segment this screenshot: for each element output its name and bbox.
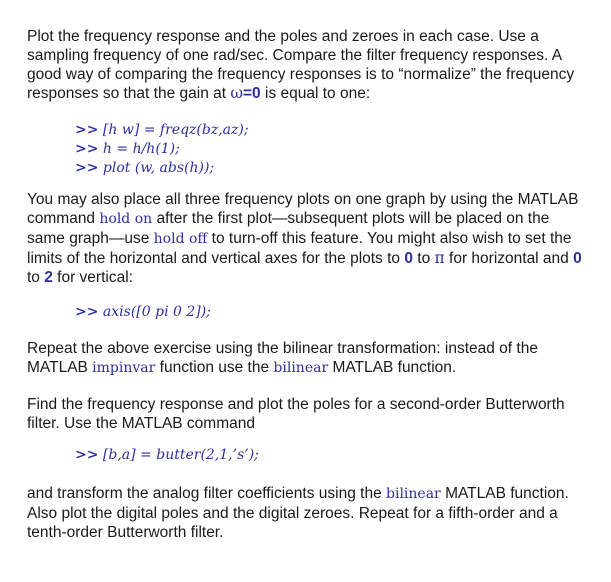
prompt-symbol: >> — [75, 160, 99, 176]
code-line — [75, 121, 249, 140]
intro-tail: is equal to one: — [260, 85, 371, 102]
paragraph-intro — [27, 27, 587, 103]
intro-text: Plot the frequency response and the poles and zeroes in each case. Use a sampling frequency of one rad/sec. Compare the filter frequency responses. A good way of comparing the frequency responses is to “normalize” the frequency responses so that the gain at — [27, 28, 575, 102]
paragraph-bilinear — [27, 339, 587, 378]
hold-on-code: hold on — [99, 211, 153, 227]
bilinear-text-c: MATLAB function. — [328, 359, 457, 376]
bilinear-text-b: function use the — [155, 359, 274, 376]
bilinear-code: bilinear — [273, 360, 329, 376]
transform-text-b: MATLAB function. Also plot the digital poles and the digital zeroes. Repeat for a fifth-order and a tenth-order Butterworth filter. — [27, 485, 569, 541]
code-text: h = h/h(1); — [98, 141, 180, 157]
prompt-symbol: >> — [75, 141, 99, 157]
butterworth-text: Find the frequency response and plot the poles for a second-order Butterworth filter. Use the MATLAB command — [27, 396, 565, 432]
impinvar-code: impinvar — [92, 360, 156, 376]
code-block-freqz — [75, 121, 249, 178]
paragraph-transform — [27, 484, 587, 542]
prompt-symbol: >> — [75, 122, 99, 138]
pi-symbol: π — [434, 249, 445, 267]
code-block-butter — [75, 446, 259, 465]
hold-text-e: for vertical: — [52, 269, 133, 286]
code-line — [75, 140, 249, 159]
prompt-symbol: >> — [75, 447, 99, 463]
prompt-symbol: >> — [75, 304, 99, 320]
code-text: axis([0 pi 0 2]); — [98, 304, 211, 320]
code-block-axis — [75, 303, 211, 322]
hold-text-b: after the first plot—subsequent plots will be placed on the same graph—use — [27, 210, 550, 247]
transform-text-a: and transform the analog filter coefficients using the — [27, 485, 387, 502]
omega-symbol: ω — [230, 84, 243, 102]
hold-off-code: hold off — [153, 231, 208, 247]
to-text-2: to — [27, 269, 45, 286]
omega-value: =0 — [243, 85, 261, 102]
to-text-1: to — [412, 250, 435, 267]
hold-text-a: You may also place all three frequency plots on one graph by using the MATLAB command — [27, 191, 579, 227]
hold-text-c: to turn-off this feature. You might also wish to set the limits of the horizontal and vertical axes for the plots to — [27, 230, 572, 267]
paragraph-butterworth — [27, 395, 587, 433]
code-line — [75, 159, 249, 178]
code-text: [h w] = freqz(bz,az); — [98, 122, 249, 138]
code-text: [b,a] = butter(2,1,’s’); — [98, 447, 259, 463]
code-text: plot (w, abs(h)); — [98, 160, 215, 176]
y-min-value: 0 — [573, 250, 582, 267]
x-min-value: 0 — [404, 250, 413, 267]
bilinear-text-a: Repeat the above exercise using the bilinear transformation: instead of the MATLAB — [27, 340, 538, 376]
paragraph-hold — [27, 190, 587, 287]
bilinear-code: bilinear — [386, 486, 441, 502]
hold-text-d: for horizontal and — [444, 250, 574, 267]
y-max-value: 2 — [44, 269, 53, 286]
